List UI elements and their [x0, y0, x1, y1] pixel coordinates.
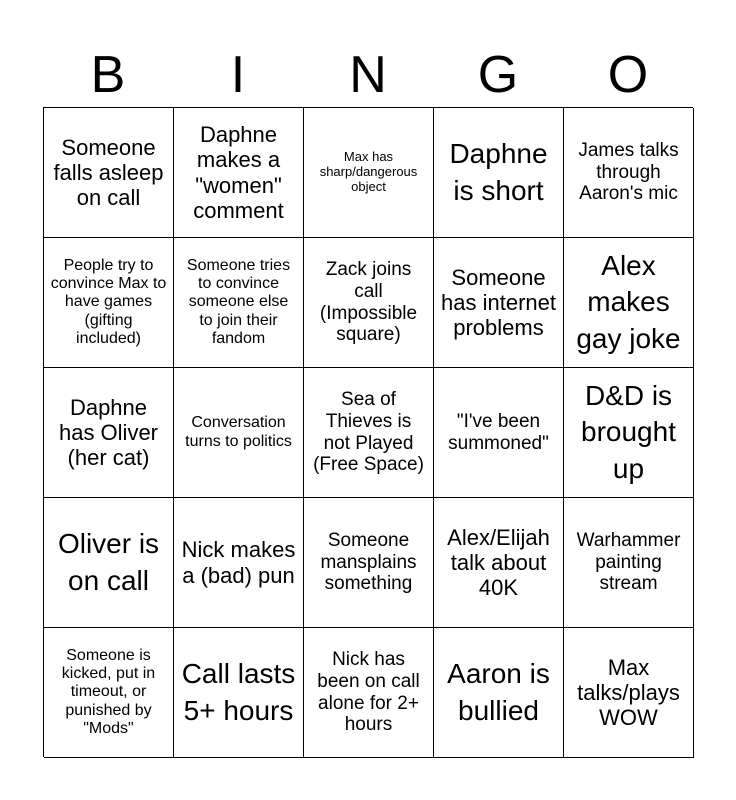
bingo-cell[interactable]: Oliver is on call — [44, 498, 174, 628]
bingo-board — [43, 107, 693, 757]
bingo-cell[interactable]: Daphne is short — [434, 108, 564, 238]
bingo-cell[interactable]: Nick has been on call alone for 2+ hours — [304, 628, 434, 758]
header-letter-g: G — [477, 46, 519, 104]
bingo-cell[interactable]: Alex/Elijah talk about 40K — [434, 498, 564, 628]
bingo-cell[interactable]: D&D is brought up — [564, 368, 694, 498]
bingo-cell[interactable]: People try to convince Max to have games (gifting included) — [44, 238, 174, 368]
bingo-cell[interactable]: Alex makes gay joke — [564, 238, 694, 368]
bingo-cell[interactable]: Someone falls asleep on call — [44, 108, 174, 238]
header-letter-i: I — [230, 46, 246, 104]
bingo-cell[interactable]: Max has sharp/dangerous object — [304, 108, 434, 238]
bingo-cell[interactable]: James talks through Aaron's mic — [564, 108, 694, 238]
bingo-cell[interactable]: Daphne has Oliver (her cat) — [44, 368, 174, 498]
bingo-cell[interactable]: Someone mansplains something — [304, 498, 434, 628]
bingo-header — [43, 40, 693, 108]
bingo-cell[interactable]: Max talks/plays WOW — [564, 628, 694, 758]
bingo-cell[interactable]: Sea of Thieves is not Played (Free Space) — [304, 368, 434, 498]
bingo-cell[interactable]: Someone has internet problems — [434, 238, 564, 368]
bingo-cell[interactable]: "I've been summoned" — [434, 368, 564, 498]
bingo-cell[interactable]: Call lasts 5+ hours — [174, 628, 304, 758]
bingo-cell[interactable]: Nick makes a (bad) pun — [174, 498, 304, 628]
bingo-cell[interactable]: Warhammer painting stream — [564, 498, 694, 628]
bingo-cell[interactable]: Someone is kicked, put in timeout, or punished by "Mods" — [44, 628, 174, 758]
bingo-cell[interactable]: Daphne makes a "women" comment — [174, 108, 304, 238]
bingo-cell[interactable]: Someone tries to convince someone else to join their fandom — [174, 238, 304, 368]
header-letter-n: N — [349, 46, 387, 104]
bingo-cell[interactable]: Zack joins call (Impossible square) — [304, 238, 434, 368]
header-letter-o: O — [607, 46, 649, 104]
bingo-cell[interactable]: Conversation turns to politics — [174, 368, 304, 498]
header-letter-b: B — [90, 46, 126, 104]
bingo-cell[interactable]: Aaron is bullied — [434, 628, 564, 758]
